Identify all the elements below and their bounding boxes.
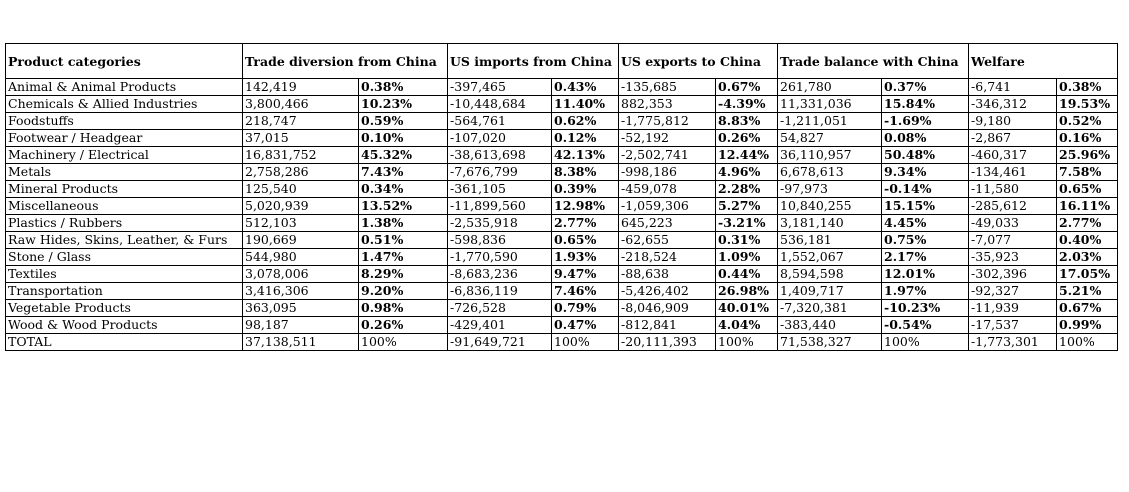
trade-welfare-table (5, 43, 1118, 351)
diversion-value: 98,187 (243, 317, 359, 334)
diversion-value: 512,103 (243, 215, 359, 232)
imports-share: 0.12% (552, 130, 619, 147)
imports-value: -11,899,560 (448, 198, 552, 215)
category-cell: Foodstuffs (6, 113, 243, 130)
category-cell: Animal & Animal Products (6, 79, 243, 96)
diversion-value: 37,138,511 (243, 334, 359, 351)
imports-value: -726,528 (448, 300, 552, 317)
category-cell: Vegetable Products (6, 300, 243, 317)
welfare-share: 5.21% (1057, 283, 1118, 300)
imports-value: -6,836,119 (448, 283, 552, 300)
balance-value: 1,552,067 (778, 249, 882, 266)
welfare-value: -1,773,301 (969, 334, 1057, 351)
balance-value: 11,331,036 (778, 96, 882, 113)
welfare-value: -92,327 (969, 283, 1057, 300)
exports-share: 4.04% (716, 317, 778, 334)
exports-share: 12.44% (716, 147, 778, 164)
diversion-share: 13.52% (359, 198, 448, 215)
exports-value: -1,775,812 (619, 113, 716, 130)
imports-share: 0.62% (552, 113, 619, 130)
category-cell: Raw Hides, Skins, Leather, & Furs (6, 232, 243, 249)
diversion-value: 218,747 (243, 113, 359, 130)
diversion-share: 1.38% (359, 215, 448, 232)
diversion-value: 16,831,752 (243, 147, 359, 164)
table-row (6, 164, 1118, 181)
welfare-value: -285,612 (969, 198, 1057, 215)
table-row (6, 79, 1118, 96)
balance-value: 6,678,613 (778, 164, 882, 181)
exports-value: -52,192 (619, 130, 716, 147)
imports-share: 0.79% (552, 300, 619, 317)
imports-share: 1.93% (552, 249, 619, 266)
exports-share: -3.21% (716, 215, 778, 232)
diversion-value: 142,419 (243, 79, 359, 96)
diversion-value: 3,416,306 (243, 283, 359, 300)
diversion-value: 3,078,006 (243, 266, 359, 283)
table-row (6, 130, 1118, 147)
category-cell: Footwear / Headgear (6, 130, 243, 147)
exports-value: -5,426,402 (619, 283, 716, 300)
imports-share: 2.77% (552, 215, 619, 232)
diversion-value: 363,095 (243, 300, 359, 317)
imports-share: 0.39% (552, 181, 619, 198)
balance-value: 3,181,140 (778, 215, 882, 232)
welfare-value: -302,396 (969, 266, 1057, 283)
balance-share: -0.54% (882, 317, 969, 334)
balance-share: 0.37% (882, 79, 969, 96)
exports-value: 645,223 (619, 215, 716, 232)
welfare-value: -7,077 (969, 232, 1057, 249)
imports-share: 0.65% (552, 232, 619, 249)
diversion-share: 0.26% (359, 317, 448, 334)
diversion-share: 100% (359, 334, 448, 351)
category-cell: Textiles (6, 266, 243, 283)
category-cell: Mineral Products (6, 181, 243, 198)
balance-value: 36,110,957 (778, 147, 882, 164)
welfare-share: 17.05% (1057, 266, 1118, 283)
balance-value: 536,181 (778, 232, 882, 249)
diversion-share: 1.47% (359, 249, 448, 266)
balance-value: 1,409,717 (778, 283, 882, 300)
diversion-share: 45.32% (359, 147, 448, 164)
exports-value: -88,638 (619, 266, 716, 283)
diversion-value: 190,669 (243, 232, 359, 249)
table-row (6, 266, 1118, 283)
welfare-share: 0.99% (1057, 317, 1118, 334)
table-body (6, 79, 1118, 351)
table-row (6, 300, 1118, 317)
welfare-share: 0.65% (1057, 181, 1118, 198)
balance-share: -1.69% (882, 113, 969, 130)
category-cell: Wood & Wood Products (6, 317, 243, 334)
header-welfare: Welfare (969, 44, 1118, 79)
welfare-value: -346,312 (969, 96, 1057, 113)
diversion-share: 0.51% (359, 232, 448, 249)
welfare-share: 0.16% (1057, 130, 1118, 147)
imports-value: -38,613,698 (448, 147, 552, 164)
imports-share: 11.40% (552, 96, 619, 113)
balance-share: -10.23% (882, 300, 969, 317)
category-cell: Plastics / Rubbers (6, 215, 243, 232)
welfare-share: 2.03% (1057, 249, 1118, 266)
balance-value: 54,827 (778, 130, 882, 147)
welfare-value: -35,923 (969, 249, 1057, 266)
diversion-share: 10.23% (359, 96, 448, 113)
exports-share: 4.96% (716, 164, 778, 181)
exports-share: 0.67% (716, 79, 778, 96)
balance-value: -383,440 (778, 317, 882, 334)
diversion-share: 9.20% (359, 283, 448, 300)
imports-value: -397,465 (448, 79, 552, 96)
exports-value: -135,685 (619, 79, 716, 96)
exports-value: -62,655 (619, 232, 716, 249)
diversion-share: 0.38% (359, 79, 448, 96)
table-row (6, 147, 1118, 164)
diversion-share: 0.10% (359, 130, 448, 147)
welfare-share: 0.38% (1057, 79, 1118, 96)
category-cell: Miscellaneous (6, 198, 243, 215)
balance-value: -97,973 (778, 181, 882, 198)
balance-value: -1,211,051 (778, 113, 882, 130)
balance-value: 71,538,327 (778, 334, 882, 351)
balance-share: 100% (882, 334, 969, 351)
imports-value: -429,401 (448, 317, 552, 334)
balance-share: 50.48% (882, 147, 969, 164)
total-row (6, 334, 1118, 351)
balance-share: 0.75% (882, 232, 969, 249)
table-row (6, 232, 1118, 249)
diversion-share: 7.43% (359, 164, 448, 181)
imports-value: -10,448,684 (448, 96, 552, 113)
category-cell: Metals (6, 164, 243, 181)
diversion-share: 8.29% (359, 266, 448, 283)
balance-share: 4.45% (882, 215, 969, 232)
exports-value: -2,502,741 (619, 147, 716, 164)
imports-share: 7.46% (552, 283, 619, 300)
header-trade-balance: Trade balance with China (778, 44, 969, 79)
welfare-share: 2.77% (1057, 215, 1118, 232)
exports-value: -8,046,909 (619, 300, 716, 317)
category-cell: TOTAL (6, 334, 243, 351)
welfare-value: -49,033 (969, 215, 1057, 232)
balance-value: 261,780 (778, 79, 882, 96)
balance-share: 2.17% (882, 249, 969, 266)
welfare-value: -6,741 (969, 79, 1057, 96)
welfare-share: 16.11% (1057, 198, 1118, 215)
welfare-value: -17,537 (969, 317, 1057, 334)
balance-share: 0.08% (882, 130, 969, 147)
table-row (6, 181, 1118, 198)
category-cell: Chemicals & Allied Industries (6, 96, 243, 113)
imports-value: -564,761 (448, 113, 552, 130)
balance-share: 15.84% (882, 96, 969, 113)
header-us-exports: US exports to China (619, 44, 778, 79)
balance-share: -0.14% (882, 181, 969, 198)
exports-value: -20,111,393 (619, 334, 716, 351)
balance-share: 15.15% (882, 198, 969, 215)
exports-share: 0.31% (716, 232, 778, 249)
exports-share: -4.39% (716, 96, 778, 113)
imports-value: -1,770,590 (448, 249, 552, 266)
balance-share: 9.34% (882, 164, 969, 181)
exports-share: 100% (716, 334, 778, 351)
exports-value: 882,353 (619, 96, 716, 113)
welfare-value: -2,867 (969, 130, 1057, 147)
imports-value: -598,836 (448, 232, 552, 249)
exports-share: 1.09% (716, 249, 778, 266)
welfare-value: -11,580 (969, 181, 1057, 198)
exports-value: -218,524 (619, 249, 716, 266)
welfare-share: 0.40% (1057, 232, 1118, 249)
exports-share: 2.28% (716, 181, 778, 198)
imports-share: 0.47% (552, 317, 619, 334)
diversion-value: 3,800,466 (243, 96, 359, 113)
exports-value: -812,841 (619, 317, 716, 334)
exports-value: -1,059,306 (619, 198, 716, 215)
diversion-share: 0.59% (359, 113, 448, 130)
welfare-value: -9,180 (969, 113, 1057, 130)
imports-value: -2,535,918 (448, 215, 552, 232)
table-row (6, 317, 1118, 334)
category-cell: Transportation (6, 283, 243, 300)
diversion-value: 125,540 (243, 181, 359, 198)
exports-share: 26.98% (716, 283, 778, 300)
header-product-categories: Product categories (6, 44, 243, 79)
balance-share: 1.97% (882, 283, 969, 300)
welfare-share: 0.67% (1057, 300, 1118, 317)
exports-share: 40.01% (716, 300, 778, 317)
imports-value: -91,649,721 (448, 334, 552, 351)
welfare-value: -11,939 (969, 300, 1057, 317)
welfare-share: 7.58% (1057, 164, 1118, 181)
imports-share: 100% (552, 334, 619, 351)
table-row (6, 283, 1118, 300)
table-row (6, 113, 1118, 130)
imports-share: 0.43% (552, 79, 619, 96)
welfare-value: -134,461 (969, 164, 1057, 181)
exports-share: 8.83% (716, 113, 778, 130)
exports-share: 0.26% (716, 130, 778, 147)
table-row (6, 215, 1118, 232)
exports-value: -459,078 (619, 181, 716, 198)
exports-share: 5.27% (716, 198, 778, 215)
header-us-imports: US imports from China (448, 44, 619, 79)
table-row (6, 198, 1118, 215)
diversion-value: 37,015 (243, 130, 359, 147)
imports-share: 9.47% (552, 266, 619, 283)
diversion-value: 544,980 (243, 249, 359, 266)
welfare-share: 100% (1057, 334, 1118, 351)
diversion-share: 0.34% (359, 181, 448, 198)
category-cell: Stone / Glass (6, 249, 243, 266)
welfare-share: 19.53% (1057, 96, 1118, 113)
imports-share: 42.13% (552, 147, 619, 164)
exports-share: 0.44% (716, 266, 778, 283)
category-cell: Machinery / Electrical (6, 147, 243, 164)
imports-value: -107,020 (448, 130, 552, 147)
imports-share: 8.38% (552, 164, 619, 181)
header-row (6, 44, 1118, 79)
table-row (6, 96, 1118, 113)
welfare-value: -460,317 (969, 147, 1057, 164)
exports-value: -998,186 (619, 164, 716, 181)
diversion-value: 5,020,939 (243, 198, 359, 215)
balance-share: 12.01% (882, 266, 969, 283)
diversion-value: 2,758,286 (243, 164, 359, 181)
table-row (6, 249, 1118, 266)
balance-value: -7,320,381 (778, 300, 882, 317)
imports-value: -361,105 (448, 181, 552, 198)
imports-share: 12.98% (552, 198, 619, 215)
header-trade-diversion: Trade diversion from China (243, 44, 448, 79)
diversion-share: 0.98% (359, 300, 448, 317)
welfare-share: 0.52% (1057, 113, 1118, 130)
balance-value: 8,594,598 (778, 266, 882, 283)
imports-value: -8,683,236 (448, 266, 552, 283)
imports-value: -7,676,799 (448, 164, 552, 181)
welfare-share: 25.96% (1057, 147, 1118, 164)
balance-value: 10,840,255 (778, 198, 882, 215)
